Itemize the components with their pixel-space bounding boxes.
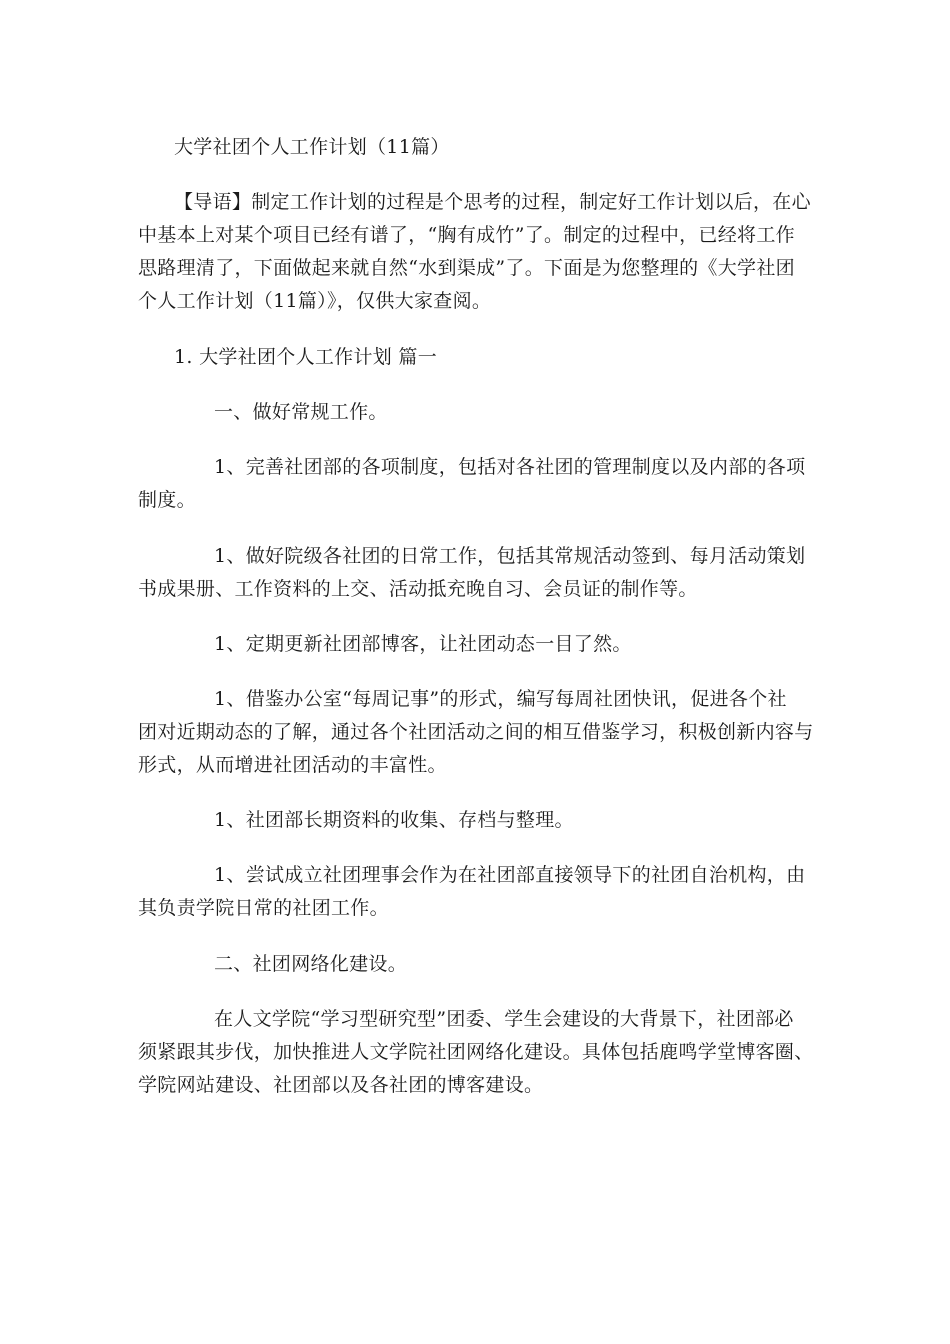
item2-line-2: 书成果册、工作资料的上交、活动抵充晚自习、会员证的制作等。 <box>138 578 698 600</box>
item4-line-3: 形式，从而增进社团活动的丰富性。 <box>138 754 447 776</box>
item1-line-1: 1、完善社团部的各项制度，包括对各社团的管理制度以及内部的各项 <box>214 456 806 478</box>
item6-line-2: 其负责学院日常的社团工作。 <box>138 897 389 919</box>
item4-line-1: 1、借鉴办公室“每周记事”的形式，编写每周社团快讯，促进各个社 <box>214 688 787 710</box>
item3-line-1: 1、定期更新社团部博客，让社团动态一目了然。 <box>214 633 632 655</box>
item2-line-1: 1、做好院级各社团的日常工作，包括其常规活动签到、每月活动策划 <box>214 545 806 567</box>
part2-line-1: 在人文学院“学习型研究型”团委、学生会建设的大背景下，社团部必 <box>214 1008 794 1030</box>
part1-heading: 一、做好常规工作。 <box>214 401 388 423</box>
document-title: 大学社团个人工作计划（11篇） <box>174 136 450 158</box>
item1-line-2: 制度。 <box>138 489 196 511</box>
item5-line-1: 1、社团部长期资料的收集、存档与整理。 <box>214 809 574 831</box>
item6-line-1: 1、尝试成立社团理事会作为在社团部直接领导下的社团自治机构，由 <box>214 864 806 886</box>
intro-line-3: 思路理清了，下面做起来就自然“水到渠成”了。下面是为您整理的《大学社团 <box>138 257 795 279</box>
intro-line-2: 中基本上对某个项目已经有谱了，“胸有成竹”了。制定的过程中，已经将工作 <box>138 224 795 246</box>
intro-line-1: 【导语】制定工作计划的过程是个思考的过程，制定好工作计划以后，在心 <box>174 191 811 213</box>
item4-line-2: 团对近期动态的了解，通过各个社团活动之间的相互借鉴学习，积极创新内容与 <box>138 721 814 743</box>
part2-line-3: 学院网站建设、社团部以及各社团的博客建设。 <box>138 1074 544 1096</box>
section-heading: 1. 大学社团个人工作计划 篇一 <box>174 346 438 368</box>
part2-line-2: 须紧跟其步伐，加快推进人文学院社团网络化建设。具体包括鹿鸣学堂博客圈、 <box>138 1041 814 1063</box>
part2-heading: 二、社团网络化建设。 <box>214 953 408 975</box>
intro-line-4: 个人工作计划（11篇）》，仅供大家查阅。 <box>138 290 492 312</box>
